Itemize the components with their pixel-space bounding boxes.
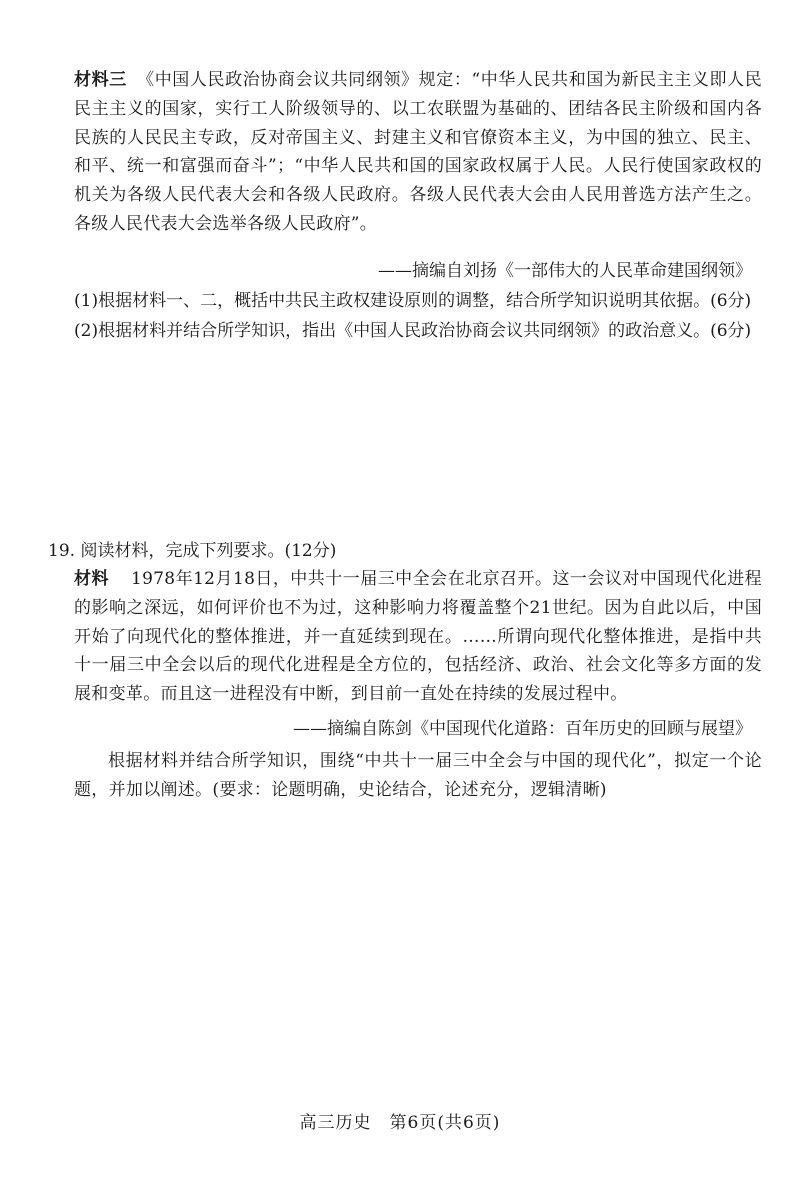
material-19-source: ——摘编自陈剑《中国现代化道路：百年历史的回顾与展望》	[293, 719, 752, 739]
question-18-1: (1)根据材料一、二，概括中共民主政权建设原则的调整，结合所学知识说明其依据。(6分)	[74, 291, 752, 311]
material3-text: 《中国人民政治协商会议共同纲领》规定：“中华人民共和国为新民主主义即人民民主主义的国家，实行工人阶级领导的、以工农联盟为基础的、团结各民主阶级和国内各民族的人民民主专政，反对帝国主义、封建主义和官僚资本主义，为中国的独立、民主、和平、统一和富强而奋斗”；“中华人民共和国的国家政权属于人民。人民行使国家政权的机关为各级人民代表大会和各级人民政府。各级人民代表大会由人民用普选方法产生之。各级人民代表大会选举各级人民政府”。	[74, 70, 762, 234]
material-19-paragraph	[74, 565, 762, 709]
page-footer: 高三历史 第6页(共6页)	[299, 1113, 501, 1133]
material3-source: ——摘编自刘扬《一部伟大的人民革命建国纲领》	[378, 261, 752, 281]
question-19-title: 19. 阅读材料，完成下列要求。(12分)	[48, 541, 337, 561]
material3-label: 材料三	[74, 70, 127, 90]
material-19-text: 1978年12月18日，中共十一届三中全会在北京召开。这一会议对中国现代化进程的影响之深远，如何评价也不为过，这种影响力将覆盖整个21世纪。因为自此以后，中国开始了向现代化的整体推进，并一直延续到现在。……所谓向现代化整体推进，是指中共十一届三中全会以后的现代化进程是全方位的，包括经济、政治、社会文化等多方面的发展和变革。而且这一进程没有中断，到目前一直处在持续的发展过程中。	[74, 569, 762, 705]
material3-paragraph	[74, 66, 762, 239]
question-19-task: 根据材料并结合所学知识，围绕“中共十一届三中全会与中国的现代化”，拟定一个论题，并加以阐述。(要求：论题明确，史论结合，论述充分，逻辑清晰)	[74, 751, 762, 800]
question-18-2: (2)根据材料并结合所学知识，指出《中国人民政治协商会议共同纲领》的政治意义。(6分)	[74, 321, 752, 341]
material-19-label: 材料	[74, 569, 109, 589]
